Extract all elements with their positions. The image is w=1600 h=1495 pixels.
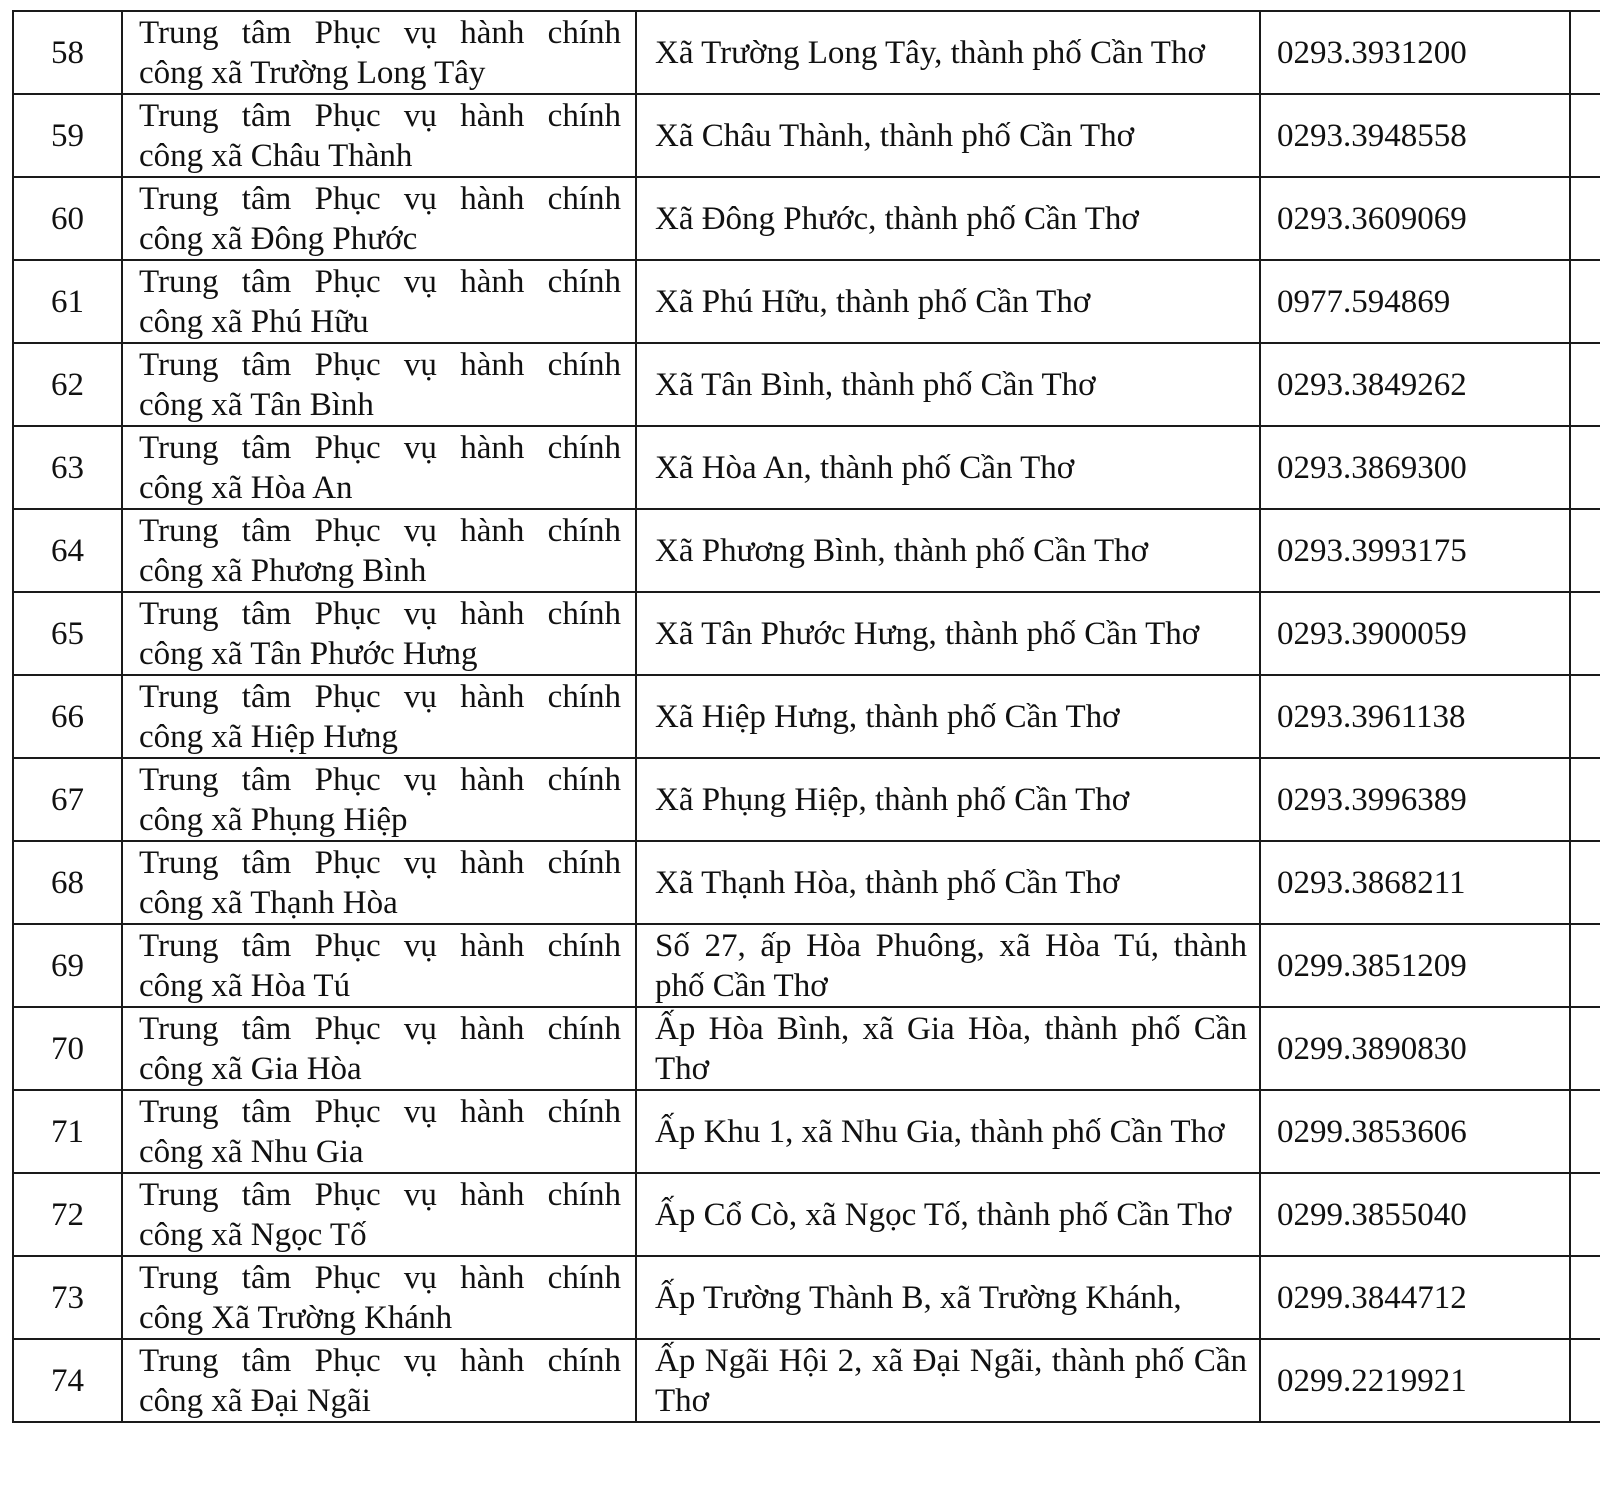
row-number: 67 (13, 758, 122, 841)
service-center-table (12, 10, 1600, 1423)
center-name-line-1: Trung tâm Phục vụ hành chính (139, 678, 621, 715)
center-name-cell (122, 592, 636, 675)
cropped-column-cell (1570, 509, 1600, 592)
table-row (13, 94, 1600, 177)
phone-cell: 0293.3993175 (1260, 509, 1570, 592)
center-name-line-1: Trung tâm Phục vụ hành chính (139, 512, 621, 549)
center-name-cell (122, 260, 636, 343)
center-name-cell (122, 1090, 636, 1173)
table-row (13, 758, 1600, 841)
phone-cell: 0293.3849262 (1260, 343, 1570, 426)
table-row (13, 426, 1600, 509)
row-number: 65 (13, 592, 122, 675)
center-name-cell (122, 758, 636, 841)
table-row (13, 675, 1600, 758)
phone-cell: 0977.594869 (1260, 260, 1570, 343)
center-name-cell (122, 675, 636, 758)
center-name-line-2: công xã Ngọc Tố (139, 1216, 367, 1253)
cropped-column-cell (1570, 94, 1600, 177)
phone-cell: 0293.3609069 (1260, 177, 1570, 260)
table-body (13, 11, 1600, 1422)
cropped-column-cell (1570, 177, 1600, 260)
center-name-cell (122, 841, 636, 924)
row-number: 74 (13, 1339, 122, 1422)
center-name-cell (122, 1007, 636, 1090)
address-cell: Ấp Trường Thành B, xã Trường Khánh, (636, 1256, 1260, 1339)
center-name-cell (122, 426, 636, 509)
address-cell: Xã Thạnh Hòa, thành phố Cần Thơ (636, 841, 1260, 924)
row-number: 69 (13, 924, 122, 1007)
cropped-column-cell (1570, 426, 1600, 509)
address-cell: Số 27, ấp Hòa Phuông, xã Hòa Tú, thành phố Cần Thơ (636, 924, 1260, 1007)
table-row (13, 11, 1600, 94)
row-number: 60 (13, 177, 122, 260)
address-cell: Xã Tân Phước Hưng, thành phố Cần Thơ (636, 592, 1260, 675)
center-name-line-1: Trung tâm Phục vụ hành chính (139, 1259, 621, 1296)
row-number: 58 (13, 11, 122, 94)
center-name-line-2: công xã Tân Phước Hưng (139, 635, 478, 672)
center-name-line-2: công xã Nhu Gia (139, 1133, 364, 1170)
center-name-line-1: Trung tâm Phục vụ hành chính (139, 1342, 621, 1379)
center-name-line-2: công xã Thạnh Hòa (139, 884, 398, 921)
phone-cell: 0299.3844712 (1260, 1256, 1570, 1339)
center-name-line-2: công xã Gia Hòa (139, 1050, 362, 1087)
address-cell: Ấp Ngãi Hội 2, xã Đại Ngãi, thành phố Cần Thơ (636, 1339, 1260, 1422)
table-row (13, 592, 1600, 675)
table-row (13, 1256, 1600, 1339)
phone-cell: 0293.3961138 (1260, 675, 1570, 758)
center-name-line-1: Trung tâm Phục vụ hành chính (139, 14, 621, 51)
cropped-column-cell (1570, 1007, 1600, 1090)
center-name-line-1: Trung tâm Phục vụ hành chính (139, 1093, 621, 1130)
cropped-column-cell (1570, 924, 1600, 1007)
phone-cell: 0299.3890830 (1260, 1007, 1570, 1090)
row-number: 62 (13, 343, 122, 426)
row-number: 63 (13, 426, 122, 509)
row-number: 68 (13, 841, 122, 924)
center-name-line-1: Trung tâm Phục vụ hành chính (139, 263, 621, 300)
cropped-column-cell (1570, 758, 1600, 841)
table-row (13, 1339, 1600, 1422)
table-row (13, 841, 1600, 924)
table-row (13, 1090, 1600, 1173)
address-cell: Xã Đông Phước, thành phố Cần Thơ (636, 177, 1260, 260)
phone-cell: 0293.3996389 (1260, 758, 1570, 841)
center-name-line-2: công xã Phương Bình (139, 552, 427, 589)
address-cell: Ấp Khu 1, xã Nhu Gia, thành phố Cần Thơ (636, 1090, 1260, 1173)
center-name-line-1: Trung tâm Phục vụ hành chính (139, 1176, 621, 1213)
center-name-line-2: công xã Trường Long Tây (139, 54, 486, 91)
cropped-column-cell (1570, 260, 1600, 343)
phone-cell: 0299.3855040 (1260, 1173, 1570, 1256)
table-row (13, 343, 1600, 426)
center-name-line-2: công xã Châu Thành (139, 137, 413, 174)
address-cell: Xã Phụng Hiệp, thành phố Cần Thơ (636, 758, 1260, 841)
phone-cell: 0293.3948558 (1260, 94, 1570, 177)
table-row (13, 1007, 1600, 1090)
address-cell: Ấp Cổ Cò, xã Ngọc Tố, thành phố Cần Thơ (636, 1173, 1260, 1256)
cropped-column-cell (1570, 1256, 1600, 1339)
phone-cell: 0293.3931200 (1260, 11, 1570, 94)
row-number: 70 (13, 1007, 122, 1090)
address-cell: Ấp Hòa Bình, xã Gia Hòa, thành phố Cần Thơ (636, 1007, 1260, 1090)
center-name-cell (122, 343, 636, 426)
row-number: 66 (13, 675, 122, 758)
table-row (13, 260, 1600, 343)
phone-cell: 0299.2219921 (1260, 1339, 1570, 1422)
phone-cell: 0299.3853606 (1260, 1090, 1570, 1173)
row-number: 59 (13, 94, 122, 177)
center-name-cell (122, 177, 636, 260)
center-name-line-2: công xã Hiệp Hưng (139, 718, 398, 755)
center-name-cell (122, 1173, 636, 1256)
center-name-line-1: Trung tâm Phục vụ hành chính (139, 761, 621, 798)
row-number: 73 (13, 1256, 122, 1339)
table-row (13, 509, 1600, 592)
center-name-line-2: công xã Hòa Tú (139, 967, 351, 1004)
center-name-line-1: Trung tâm Phục vụ hành chính (139, 429, 621, 466)
address-cell: Xã Hòa An, thành phố Cần Thơ (636, 426, 1260, 509)
phone-cell: 0299.3851209 (1260, 924, 1570, 1007)
cropped-column-cell (1570, 11, 1600, 94)
phone-cell: 0293.3868211 (1260, 841, 1570, 924)
center-name-line-1: Trung tâm Phục vụ hành chính (139, 346, 621, 383)
address-cell: Xã Châu Thành, thành phố Cần Thơ (636, 94, 1260, 177)
row-number: 61 (13, 260, 122, 343)
center-name-line-1: Trung tâm Phục vụ hành chính (139, 1010, 621, 1047)
center-name-cell (122, 509, 636, 592)
table-row (13, 924, 1600, 1007)
center-name-cell (122, 1256, 636, 1339)
center-name-line-1: Trung tâm Phục vụ hành chính (139, 844, 621, 881)
row-number: 72 (13, 1173, 122, 1256)
row-number: 64 (13, 509, 122, 592)
cropped-column-cell (1570, 675, 1600, 758)
address-cell: Xã Phương Bình, thành phố Cần Thơ (636, 509, 1260, 592)
center-name-line-1: Trung tâm Phục vụ hành chính (139, 180, 621, 217)
phone-cell: 0293.3869300 (1260, 426, 1570, 509)
center-name-line-2: công xã Phụng Hiệp (139, 801, 408, 838)
center-name-line-2: công xã Đại Ngãi (139, 1382, 371, 1419)
center-name-line-1: Trung tâm Phục vụ hành chính (139, 927, 621, 964)
cropped-column-cell (1570, 1339, 1600, 1422)
cropped-column-cell (1570, 1173, 1600, 1256)
center-name-line-1: Trung tâm Phục vụ hành chính (139, 595, 621, 632)
center-name-line-1: Trung tâm Phục vụ hành chính (139, 97, 621, 134)
center-name-cell (122, 1339, 636, 1422)
center-name-line-2: công Xã Trường Khánh (139, 1299, 453, 1336)
phone-cell: 0293.3900059 (1260, 592, 1570, 675)
center-name-line-2: công xã Hòa An (139, 469, 353, 506)
cropped-column-cell (1570, 1090, 1600, 1173)
cropped-column-cell (1570, 592, 1600, 675)
cropped-column-cell (1570, 841, 1600, 924)
table-row (13, 1173, 1600, 1256)
address-cell: Xã Tân Bình, thành phố Cần Thơ (636, 343, 1260, 426)
center-name-cell (122, 94, 636, 177)
cropped-column-cell (1570, 343, 1600, 426)
row-number: 71 (13, 1090, 122, 1173)
center-name-line-2: công xã Đông Phước (139, 220, 418, 257)
center-name-line-2: công xã Tân Bình (139, 386, 374, 423)
table-row (13, 177, 1600, 260)
address-cell: Xã Hiệp Hưng, thành phố Cần Thơ (636, 675, 1260, 758)
center-name-cell (122, 11, 636, 94)
center-name-cell (122, 924, 636, 1007)
address-cell: Xã Phú Hữu, thành phố Cần Thơ (636, 260, 1260, 343)
address-cell: Xã Trường Long Tây, thành phố Cần Thơ (636, 11, 1260, 94)
center-name-line-2: công xã Phú Hữu (139, 303, 369, 340)
